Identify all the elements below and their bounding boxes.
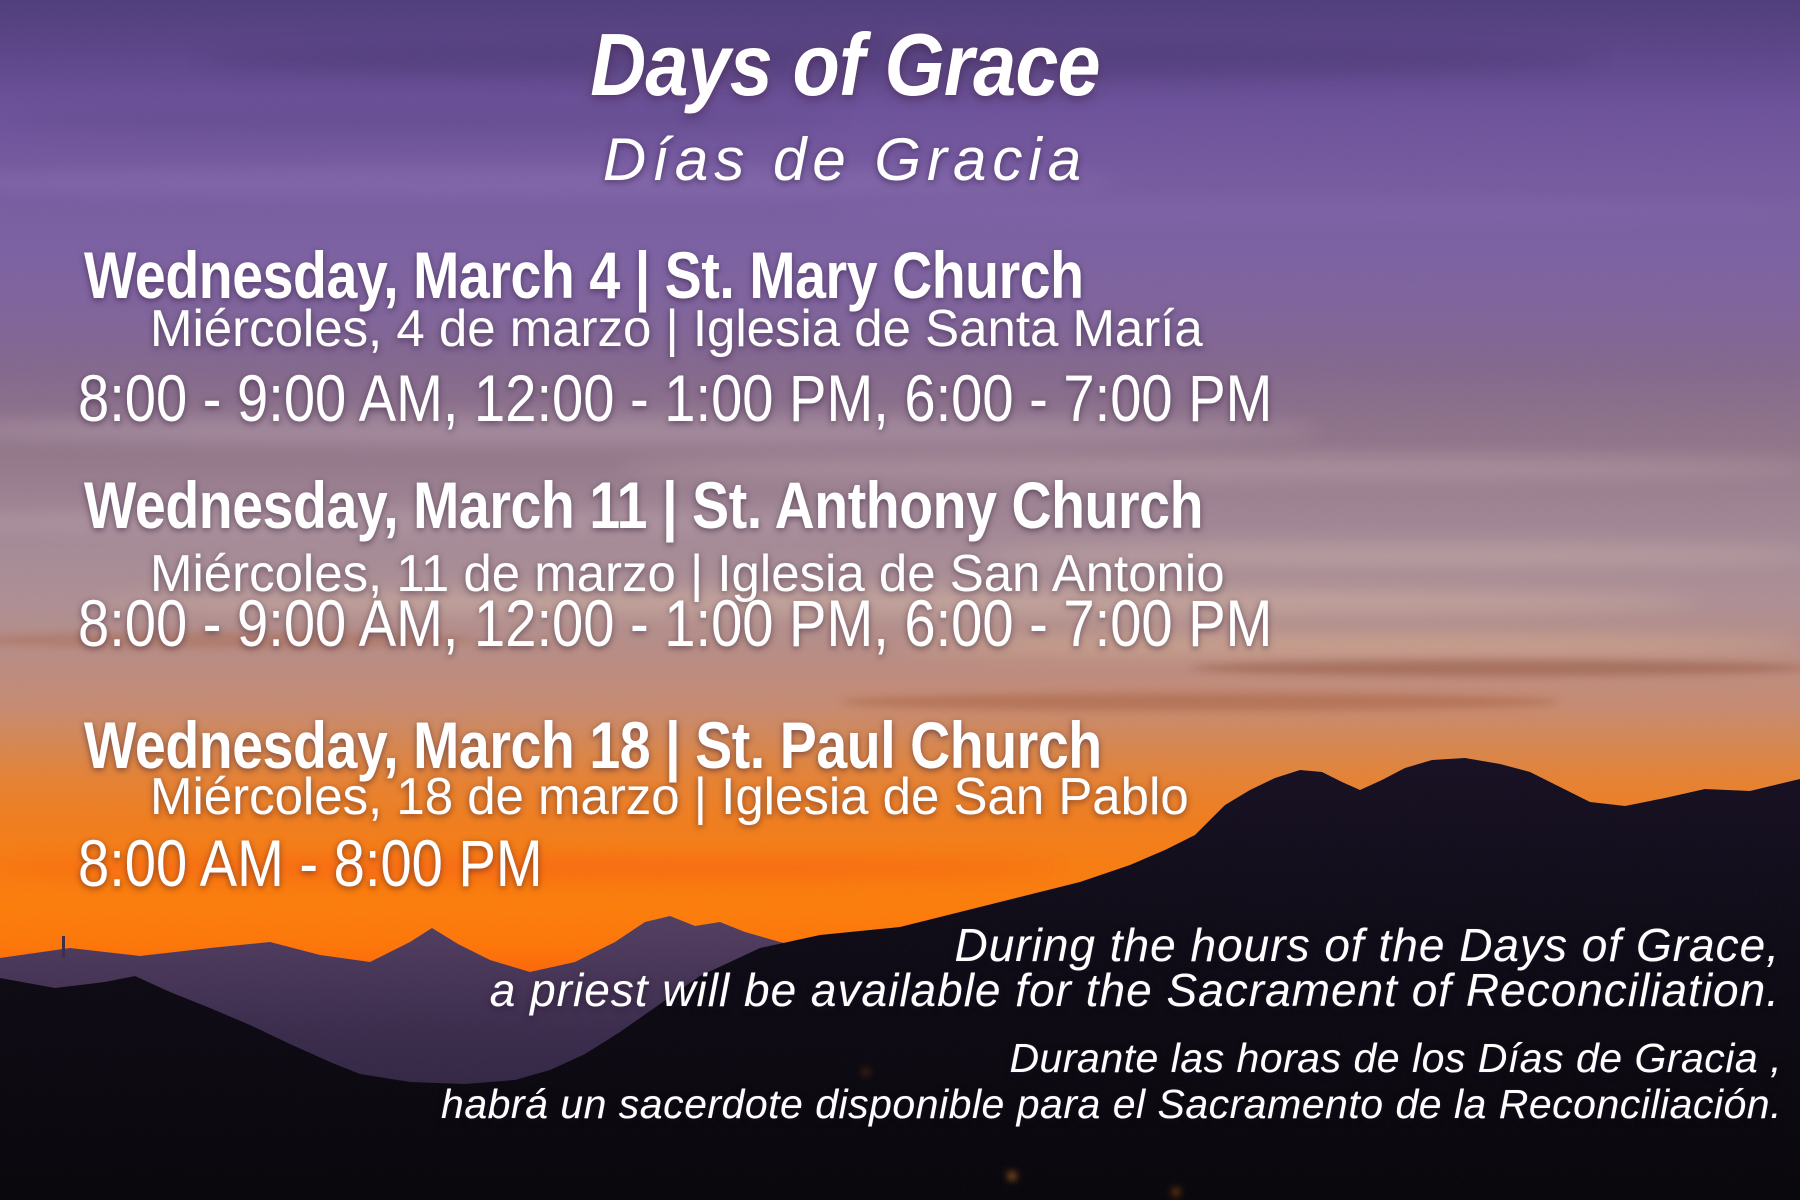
note-spanish-line2: habrá un sacerdote disponible para el Sacramento de la Reconciliación. [441,1081,1782,1127]
event-subline-spanish: Miércoles, 18 de marzo | Iglesia de San Pablo [150,768,1189,826]
event-headline: Wednesday, March 11 | St. Anthony Church [84,468,1204,542]
note-english-line2: a priest will be available for the Sacrament of Reconciliation. [489,964,1780,1016]
event-subline-spanish: Miércoles, 11 de marzo | Iglesia de San Antonio [150,545,1225,603]
event-times: 8:00 AM - 8:00 PM [78,826,543,900]
note-spanish-line1: Durante las horas de los Días de Gracia , [1009,1035,1782,1081]
event-subline-spanish: Miércoles, 4 de marzo | Iglesia de Santa María [150,300,1203,358]
event-times: 8:00 - 9:00 AM, 12:00 - 1:00 PM, 6:00 - 7:00 PM [78,586,1273,660]
event-headline: Wednesday, March 18 | St. Paul Church [84,708,1102,782]
flyer-title-spanish: Días de Gracia [602,126,1088,193]
flyer-title-english: Days of Grace [590,15,1100,114]
note-english-line1: During the hours of the Days of Grace, [954,919,1780,971]
event-times: 8:00 - 9:00 AM, 12:00 - 1:00 PM, 6:00 - 7:00 PM [78,361,1273,435]
event-headline: Wednesday, March 4 | St. Mary Church [84,238,1084,312]
